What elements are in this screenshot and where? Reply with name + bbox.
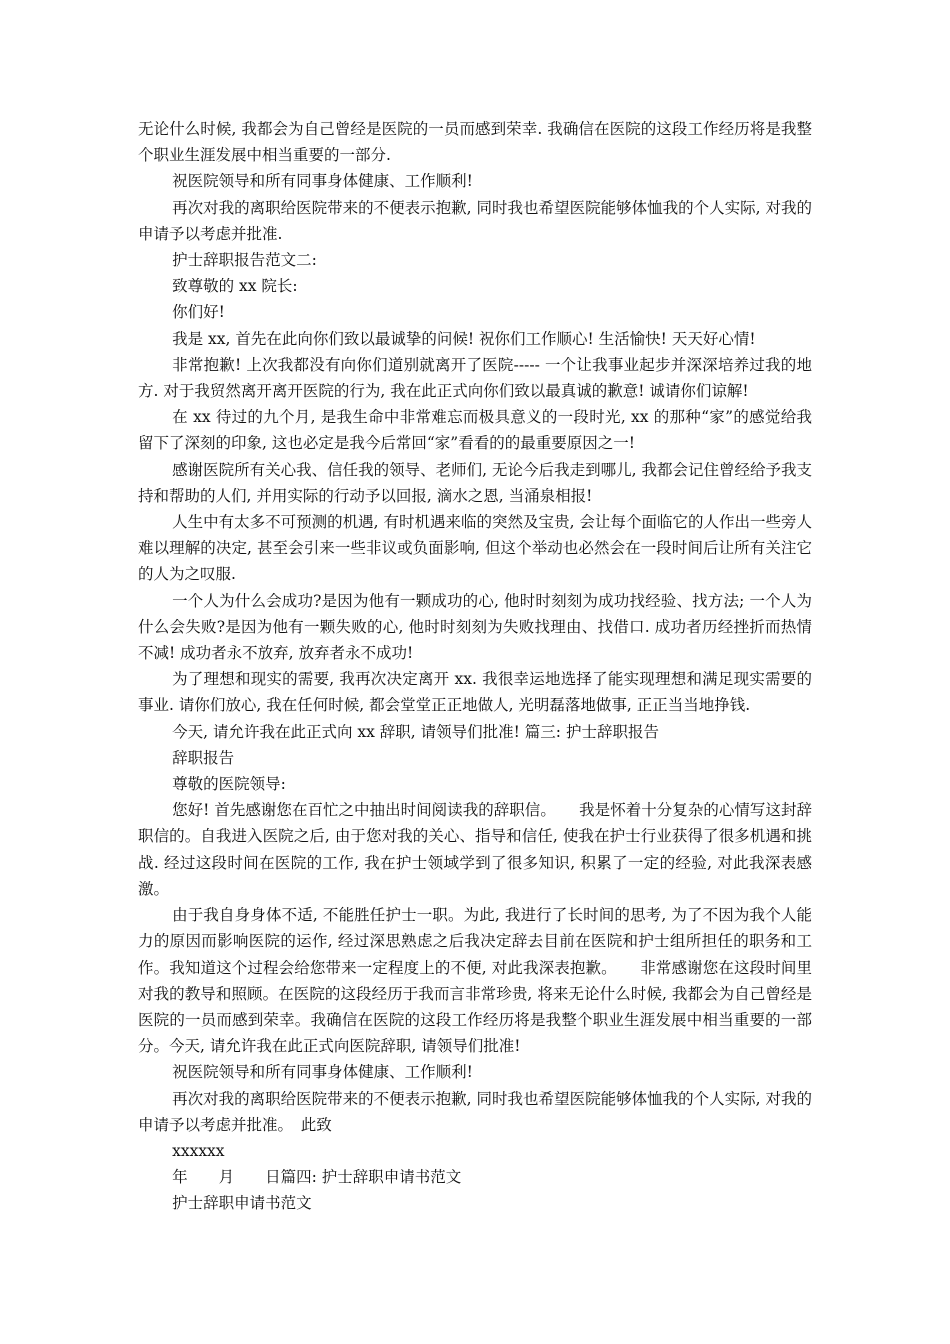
- section-heading-sample-two: 护士辞职报告范文二:: [172, 251, 317, 270]
- paragraph-health-reason: 由于我自身身体不适, 不能胜任护士一职。为此, 我进行了长时间的思考, 为了不因为我个人能力的原因而影响医院的运作, 经过深思熟虑之后我决定辞去目前在医院和护士组所担任的职务和工作。我知道这个过程会给您带来一定程度上的不便, 对此我深表抱歉。 非常感谢您在这段时间里对我的教导和照顾。在医院的这段经历于我而言非常珍贵, 将来无论什么时候, 我都会为自己曾经是医院的一员而感到荣幸。我确信在医院的这段工作经历将是我整个职业生涯发展中相当重要的一部分。今天, 请允许我在此正式向医院辞职, 请领导们批准!: [138, 906, 812, 1056]
- section-heading-resignation-report: 辞职报告: [172, 748, 235, 767]
- paragraph-sorry: 非常抱歉! 上次我都没有向你们道别就离开了医院----- 一个让我事业起步并深深培养过我的地方. 对于我贸然离开离开医院的行为, 我在此正式向你们致以最真诚的歉意! 诚请你们谅解!: [138, 355, 812, 401]
- greeting: 你们好!: [172, 303, 225, 322]
- salutation-leaders: 尊敬的医院领导:: [172, 775, 286, 794]
- salutation-director: 致尊敬的 xx 院长:: [172, 277, 298, 296]
- date-line: 年 月 日篇四: 护士辞职申请书范文: [172, 1168, 462, 1187]
- paragraph-apology: 再次对我的离职给医院带来的不便表示抱歉, 同时我也希望医院能够体恤我的个人实际, 对我的申请予以考虑并批准.: [138, 198, 812, 243]
- paragraph-wishes: 祝医院领导和所有同事身体健康、工作顺利!: [172, 172, 473, 191]
- paragraph-intro-continuation: 无论什么时候, 我都会为自己曾经是医院的一员而感到荣幸. 我确信在医院的这段工作经历将是我整个职业生涯发展中相当重要的一部分.: [138, 120, 812, 165]
- signature-name: xxxxxx: [172, 1141, 225, 1160]
- paragraph-resign-request: 今天, 请允许我在此正式向 xx 辞职, 请领导们批准! 篇三: 护士辞职报告: [172, 722, 659, 741]
- paragraph-introduction: 我是 xx, 首先在此向你们致以最诚挚的问候! 祝你们工作顺心! 生活愉快! 天天好心情!: [172, 329, 756, 348]
- paragraph-thanks: 感谢医院所有关心我、信任我的领导、老师们, 无论今后我走到哪儿, 我都会记住曾经给予我支持和帮助的人们, 并用实际的行动予以回报, 滴水之恩, 当涌泉相报!: [138, 460, 812, 505]
- section-heading-sample-four: 护士辞职申请书范文: [172, 1194, 312, 1213]
- paragraph-nine-months: 在 xx 待过的九个月, 是我生命中非常难忘而极具意义的一段时光, xx 的那种“家”的感觉给我留下了深刻的印象, 这也必定是我今后常回“家”看看的的最重要原因之一!: [138, 408, 812, 453]
- paragraph-letter-opening: 您好! 首先感谢您在百忙之中抽出时间阅读我的辞职信。 我是怀着十分复杂的心情写这封辞职信的。自我进入医院之后, 由于您对我的关心、指导和信任, 使我在护士行业获得了很多机遇和挑战. 经过这段时间在医院的工作, 我在护士领域学到了很多知识, 积累了一定的经验, 对此我深表感激。: [138, 801, 812, 898]
- paragraph-decision: 为了理想和现实的需要, 我再次决定离开 xx. 我很幸运地选择了能实现理想和满足现实需要的事业. 请你们放心, 我在任何时候, 都会堂堂正正地做人, 光明磊落地做事, 正正当当地挣钱.: [138, 670, 812, 715]
- document-body: [138, 116, 812, 1217]
- paragraph-success: 一个人为什么会成功?是因为他有一颗成功的心, 他时时刻刻为成功找经验、找方法; 一个人为什么会失败?是因为他有一颗失败的心, 他时时刻刻为失败找理由、找借口. 成功者历经挫折而热情不减! 成功者永不放弃, 放弃者永不成功!: [138, 591, 812, 663]
- paragraph-apology-2: 再次对我的离职给医院带来的不便表示抱歉, 同时我也希望医院能够体恤我的个人实际, 对我的申请予以考虑并批准。 此致: [138, 1089, 812, 1134]
- paragraph-wishes-2: 祝医院领导和所有同事身体健康、工作顺利!: [172, 1063, 473, 1082]
- paragraph-opportunities: 人生中有太多不可预测的机遇, 有时机遇来临的突然及宝贵, 会让每个面临它的人作出一些旁人难以理解的决定, 甚至会引来一些非议或负面影响, 但这个举动也必然会在一段时间后让所有关注它的人为之叹服.: [138, 513, 812, 584]
